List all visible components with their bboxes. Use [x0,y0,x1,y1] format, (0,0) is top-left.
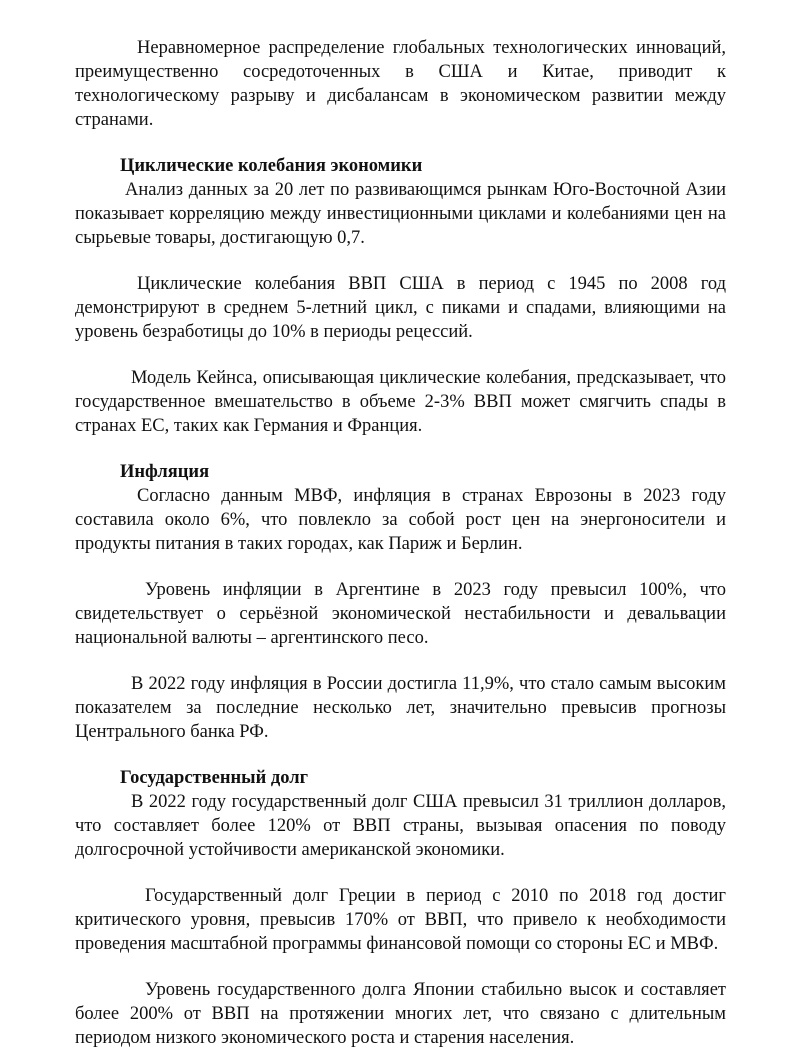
paragraph-keynes-model: Модель Кейнса, описывающая циклические колебания, предсказывает, что государственное вмешательство в объеме 2-3% ВВП может смягчить спады в странах ЕС, таких как Германия и Франция. [75,368,726,436]
paragraph-russia-inflation: В 2022 году инфляция в России достигла 11,9%, что стало самым высоким показателем за последние несколько лет, значительно превысив прогнозы Центрального банка РФ. [75,674,726,742]
paragraph-eurozone-inflation: Согласно данным МВФ, инфляция в странах Еврозоны в 2023 году составила около 6%, что повлекло за собой рост цен на энергоносители и продукты питания в таких городах, как Париж и Берлин. [75,486,726,554]
paragraph-southeast-asia: Анализ данных за 20 лет по развивающимся рынкам Юго-Восточной Азии показывает корреляцию между инвестиционными циклами и колебаниями цен на сырьевые товары, достигающую 0,7. [75,180,726,248]
paragraph-greece-debt: Государственный долг Греции в период с 2010 по 2018 год достиг критического уровня, превысив 170% от ВВП, что привело к необходимости проведения масштабной программы финансовой помощи со стороны ЕС и МВФ. [75,886,726,954]
heading-economic-cycles: Циклические колебания экономики [120,156,423,176]
paragraph-us-debt: В 2022 году государственный долг США превысил 31 триллион долларов, что составляет более 120% от ВВП страны, вызывая опасения по поводу долгосрочной устойчивости американской экономики. [75,792,726,860]
paragraph-argentina-inflation: Уровень инфляции в Аргентине в 2023 году превысил 100%, что свидетельствует о серьёзной экономической нестабильности и девальвации национальной валюты – аргентинского песо. [75,580,726,648]
paragraph-japan-debt: Уровень государственного долга Японии стабильно высок и составляет более 200% от ВВП на протяжении многих лет, что связано с длительным периодом низкого экономического роста и старения населения. [75,980,726,1048]
heading-inflation: Инфляция [120,462,210,482]
paragraph-tech-innovation: Неравномерное распределение глобальных технологических инноваций, преимущественно сосредоточенных в США и Китае, приводит к технологическому разрыву и дисбалансам в экономическом развитии между странами. [75,38,726,130]
paragraph-us-gdp-cycles: Циклические колебания ВВП США в период с 1945 по 2008 год демонстрируют в среднем 5-летний цикл, с пиками и спадами, влияющими на уровень безработицы до 10% в периоды рецессий. [75,274,726,342]
heading-public-debt: Государственный долг [120,768,309,788]
